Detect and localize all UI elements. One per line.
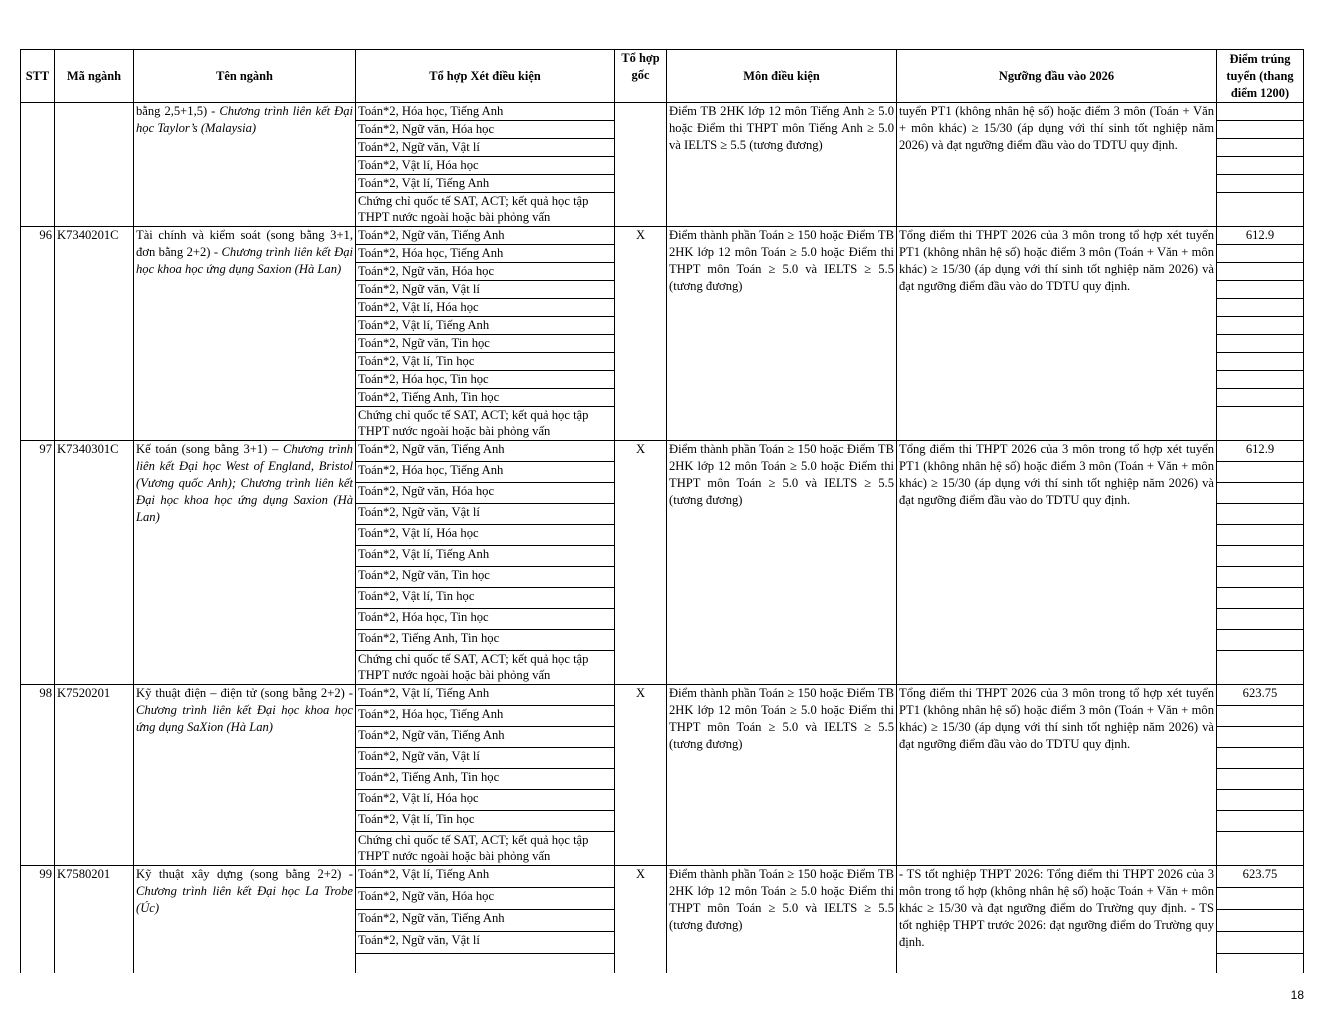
cell-score-empty — [1217, 389, 1304, 407]
cell-combo: Toán*2, Vật lí, Tiếng Anh — [356, 866, 615, 888]
cell-score-empty — [1217, 157, 1304, 175]
cell-score-empty — [1217, 483, 1304, 504]
cell-score: 612.9 — [1217, 441, 1304, 462]
cell-combo: Chứng chỉ quốc tế SAT, ACT; kết quả học tập THPT nước ngoài hoặc bài phỏng vấn — [356, 651, 615, 685]
cell-goc: X — [615, 227, 667, 441]
major-name: bằng 2,5+1,5) - — [136, 104, 220, 118]
cell-combo: Chứng chỉ quốc tế SAT, ACT; kết quả học tập THPT nước ngoài hoặc bài phỏng vấn — [356, 407, 615, 441]
cell-stt: 96 — [21, 227, 55, 441]
cell-score-empty — [1217, 139, 1304, 157]
cell-stt: 98 — [21, 685, 55, 866]
cell-score-empty — [1217, 175, 1304, 193]
cell-combo: Toán*2, Vật lí, Hóa học — [356, 790, 615, 811]
cell-code: K7340301C — [55, 441, 134, 685]
cell-combo: Toán*2, Ngữ văn, Vật lí — [356, 281, 615, 299]
cell-combo: Toán*2, Hóa học, Tiếng Anh — [356, 462, 615, 483]
header-name: Tên ngành — [134, 50, 356, 103]
cell-score-empty — [1217, 245, 1304, 263]
cell-score-empty — [1217, 299, 1304, 317]
cell-combo: Toán*2, Ngữ văn, Tiếng Anh — [356, 441, 615, 462]
cell-goc: X — [615, 685, 667, 866]
cell-combo: Toán*2, Ngữ văn, Vật lí — [356, 932, 615, 954]
table-row — [21, 227, 1304, 245]
cell-goc — [615, 103, 667, 227]
cell-score-empty — [1217, 769, 1304, 790]
cell-combo: Chứng chỉ quốc tế SAT, ACT; kết quả học tập THPT nước ngoài hoặc bài phỏng vấn — [356, 832, 615, 866]
cell-subject: Điểm thành phần Toán ≥ 150 hoặc Điểm TB 2HK lớp 12 môn Toán ≥ 5.0 hoặc Điểm thi THPT môn Toán ≥ 5.0 và IELTS ≥ 5.5 (tương đương) — [667, 866, 897, 976]
cell-name — [134, 685, 356, 866]
cell-combo: Toán*2, Vật lí, Tiếng Anh — [356, 175, 615, 193]
header-score: Điểm trúng tuyển (thang điểm 1200) — [1217, 50, 1304, 103]
cell-combo: Toán*2, Ngữ văn, Tin học — [356, 335, 615, 353]
cell-combo: Toán*2, Tiếng Anh, Tin học — [356, 630, 615, 651]
cell-name — [134, 866, 356, 976]
cell-combo: Toán*2, Vật lí, Tiếng Anh — [356, 546, 615, 567]
cell-score-empty — [1217, 630, 1304, 651]
cell-score-empty — [1217, 121, 1304, 139]
cell-combo: Toán*2, Vật lí, Tin học — [356, 811, 615, 832]
major-name: Kỹ thuật điện – điện tử (song bằng 2+2) - — [136, 686, 353, 700]
cell-score-empty — [1217, 748, 1304, 769]
cell-threshold: Tổng điểm thi THPT 2026 của 3 môn trong tổ hợp xét tuyển PT1 (không nhân hệ số) hoặc điểm 3 môn (Toán + Văn + môn khác) ≥ 15/30 (áp dụng với thí sinh tốt nghiệp năm 2026) và đạt ngưỡng điểm đầu vào do TDTU quy định. — [897, 441, 1217, 685]
header-code: Mã ngành — [55, 50, 134, 103]
page-bottom-margin — [0, 973, 1320, 1020]
header-stt: STT — [21, 50, 55, 103]
cell-combo: Toán*2, Tiếng Anh, Tin học — [356, 389, 615, 407]
cell-threshold: - TS tốt nghiệp THPT 2026: Tổng điểm thi THPT 2026 của 3 môn trong tổ hợp (không nhân hệ số) hoặc Toán + Văn + môn khác ≥ 15/30 và đạt ngưỡng điểm do Trường quy định. - TS tốt nghiệp THPT trước 2026: đạt ngưỡng điểm do Trường quy định. — [897, 866, 1217, 976]
table-row — [21, 103, 1304, 121]
cell-combo: Toán*2, Ngữ văn, Tin học — [356, 567, 615, 588]
table-header-row — [21, 50, 1304, 103]
cell-combo: Toán*2, Ngữ văn, Hóa học — [356, 483, 615, 504]
cell-threshold: Tổng điểm thi THPT 2026 của 3 môn trong tổ hợp xét tuyển PT1 (không nhân hệ số) hoặc điểm 3 môn (Toán + Văn + môn khác) ≥ 15/30 (áp dụng với thí sinh tốt nghiệp năm 2026) và đạt ngưỡng điểm đầu vào do TDTU quy định. — [897, 227, 1217, 441]
cell-code: K7520201 — [55, 685, 134, 866]
cell-combo: Toán*2, Ngữ văn, Vật lí — [356, 748, 615, 769]
cell-score-empty — [1217, 525, 1304, 546]
cell-threshold: Tổng điểm thi THPT 2026 của 3 môn trong tổ hợp xét tuyển PT1 (không nhân hệ số) hoặc điểm 3 môn (Toán + Văn + môn khác) ≥ 15/30 (áp dụng với thí sinh tốt nghiệp năm 2026) và đạt ngưỡng điểm đầu vào do TDTU quy định. — [897, 685, 1217, 866]
cell-combo: Toán*2, Hóa học, Tiếng Anh — [356, 245, 615, 263]
cell-combo: Toán*2, Ngữ văn, Hóa học — [356, 888, 615, 910]
cell-name — [134, 227, 356, 441]
cell-score-empty — [1217, 888, 1304, 910]
cell-combo: Toán*2, Vật lí, Tiếng Anh — [356, 685, 615, 706]
program-name: Chương trình liên kết Đại học West of England, Bristol (Vương quốc Anh); Chương trình liên kết Đại học khoa học ứng dụng Saxion (Hà Lan) — [136, 442, 353, 524]
cell-score-empty — [1217, 281, 1304, 299]
cell-score: 612.9 — [1217, 227, 1304, 245]
cell-name — [134, 103, 356, 227]
cell-score — [1217, 103, 1304, 121]
cell-goc: X — [615, 866, 667, 976]
cell-score-empty — [1217, 263, 1304, 281]
cell-score-empty — [1217, 317, 1304, 335]
cell-score-empty — [1217, 832, 1304, 866]
cell-score-empty — [1217, 335, 1304, 353]
cell-combo: Toán*2, Vật lí, Tin học — [356, 353, 615, 371]
cell-goc: X — [615, 441, 667, 685]
cell-score-empty — [1217, 609, 1304, 630]
cell-score-empty — [1217, 353, 1304, 371]
cell-stt — [21, 103, 55, 227]
cell-score-empty — [1217, 462, 1304, 483]
cell-combo: Toán*2, Vật lí, Tiếng Anh — [356, 317, 615, 335]
cell-score-empty — [1217, 546, 1304, 567]
cell-subject: Điểm thành phần Toán ≥ 150 hoặc Điểm TB 2HK lớp 12 môn Toán ≥ 5.0 hoặc Điểm thi THPT môn Toán ≥ 5.0 và IELTS ≥ 5.5 (tương đương) — [667, 227, 897, 441]
cell-subject: Điểm TB 2HK lớp 12 môn Tiếng Anh ≥ 5.0 hoặc Điểm thi THPT môn Tiếng Anh ≥ 5.0 và IELTS ≥ 5.5 (tương đương) — [667, 103, 897, 227]
program-name: Chương trình liên kết Đại học khoa học ứng dụng Saxion (Hà Lan) — [136, 245, 353, 276]
cell-score-empty — [1217, 932, 1304, 954]
cell-score: 623.75 — [1217, 866, 1304, 888]
cell-combo: Toán*2, Ngữ văn, Tiếng Anh — [356, 227, 615, 245]
cell-code — [55, 103, 134, 227]
cell-score-empty — [1217, 588, 1304, 609]
program-name: Chương trình liên kết Đại học Taylor’s (Malaysia) — [136, 104, 354, 135]
cell-score: 623.75 — [1217, 685, 1304, 706]
cell-combo: Toán*2, Ngữ văn, Hóa học — [356, 121, 615, 139]
header-combo: Tổ hợp Xét điều kiện — [356, 50, 615, 103]
cell-score-empty — [1217, 504, 1304, 525]
cell-score-empty — [1217, 567, 1304, 588]
cell-combo: Toán*2, Vật lí, Hóa học — [356, 525, 615, 546]
cell-subject: Điểm thành phần Toán ≥ 150 hoặc Điểm TB 2HK lớp 12 môn Toán ≥ 5.0 hoặc Điểm thi THPT môn Toán ≥ 5.0 và IELTS ≥ 5.5 (tương đương) — [667, 441, 897, 685]
page-number: 18 — [1290, 988, 1304, 1002]
cell-combo: Toán*2, Hóa học, Tin học — [356, 609, 615, 630]
cell-stt: 97 — [21, 441, 55, 685]
table-row — [21, 866, 1304, 888]
cell-score-empty — [1217, 407, 1304, 441]
cell-score-empty — [1217, 910, 1304, 932]
major-name: Tài chính và kiểm soát (song bằng 3+1, đơn bằng 2+2) - — [136, 228, 353, 259]
cell-combo: Toán*2, Tiếng Anh, Tin học — [356, 769, 615, 790]
cell-combo: Toán*2, Ngữ văn, Tiếng Anh — [356, 910, 615, 932]
cell-combo: Toán*2, Ngữ văn, Tiếng Anh — [356, 727, 615, 748]
program-name: Chương trình liên kết Đại học La Trobe (Úc) — [136, 884, 353, 915]
header-subject: Môn điều kiện — [667, 50, 897, 103]
cell-combo: Toán*2, Vật lí, Tin học — [356, 588, 615, 609]
cell-code: K7340201C — [55, 227, 134, 441]
cell-combo: Toán*2, Ngữ văn, Vật lí — [356, 504, 615, 525]
cell-name — [134, 441, 356, 685]
cell-combo: Toán*2, Hóa học, Tiếng Anh — [356, 103, 615, 121]
program-name: Chương trình liên kết Đại học khoa học ứng dụng SaXion (Hà Lan) — [136, 703, 353, 734]
cell-score-empty — [1217, 371, 1304, 389]
cell-code: K7580201 — [55, 866, 134, 976]
cell-combo: Toán*2, Ngữ văn, Hóa học — [356, 263, 615, 281]
cell-score-empty — [1217, 706, 1304, 727]
major-name: Kế toán (song bằng 3+1) – — [136, 442, 283, 456]
cell-combo: Toán*2, Hóa học, Tiếng Anh — [356, 706, 615, 727]
major-name: Kỹ thuật xây dựng (song bằng 2+2) - — [136, 867, 353, 881]
cell-score-empty — [1217, 790, 1304, 811]
header-threshold: Ngưỡng đầu vào 2026 — [897, 50, 1217, 103]
cell-combo: Toán*2, Ngữ văn, Vật lí — [356, 139, 615, 157]
cell-combo: Toán*2, Hóa học, Tin học — [356, 371, 615, 389]
cell-score-empty — [1217, 727, 1304, 748]
cell-threshold: tuyển PT1 (không nhân hệ số) hoặc điểm 3 môn (Toán + Văn + môn khác) ≥ 15/30 (áp dụng với thí sinh tốt nghiệp năm 2026) và đạt ngưỡng điểm đầu vào do TDTU quy định. — [897, 103, 1217, 227]
cell-subject: Điểm thành phần Toán ≥ 150 hoặc Điểm TB 2HK lớp 12 môn Toán ≥ 5.0 hoặc Điểm thi THPT môn Toán ≥ 5.0 và IELTS ≥ 5.5 (tương đương) — [667, 685, 897, 866]
header-goc: Tổ hợp gốc — [615, 50, 667, 103]
cell-score-empty — [1217, 193, 1304, 227]
cell-stt: 99 — [21, 866, 55, 976]
table-body — [21, 103, 1304, 976]
cell-combo: Chứng chỉ quốc tế SAT, ACT; kết quả học tập THPT nước ngoài hoặc bài phỏng vấn — [356, 193, 615, 227]
cell-score-empty — [1217, 811, 1304, 832]
table-row — [21, 685, 1304, 706]
table-row — [21, 441, 1304, 462]
admission-table — [20, 49, 1304, 976]
cell-score-empty — [1217, 651, 1304, 685]
cell-combo: Toán*2, Vật lí, Hóa học — [356, 157, 615, 175]
cell-combo: Toán*2, Vật lí, Hóa học — [356, 299, 615, 317]
